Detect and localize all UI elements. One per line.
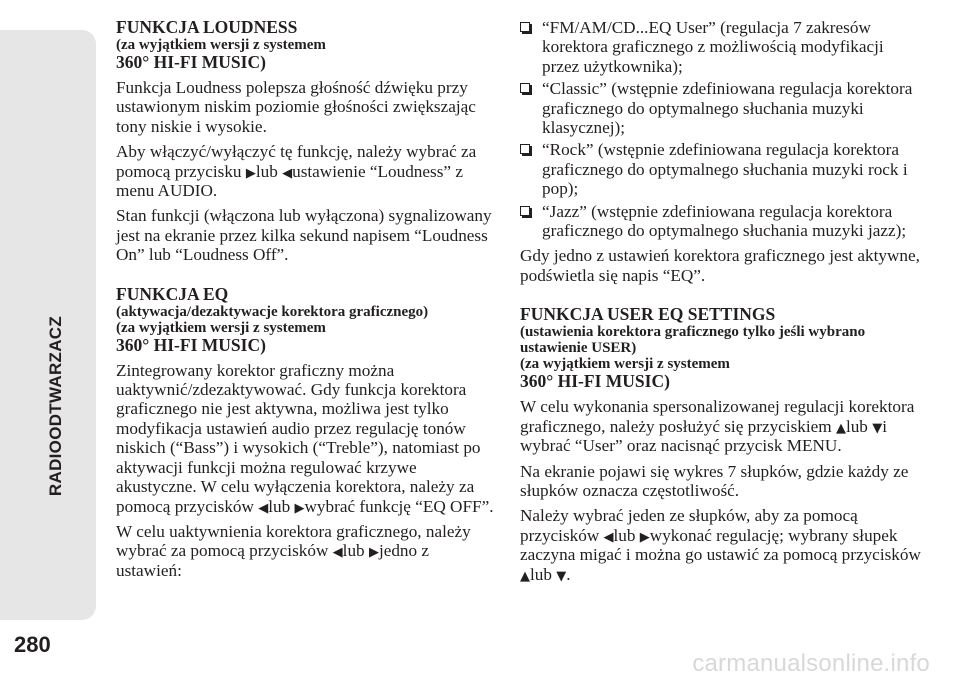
watermark: carmanualsonline.info [692,650,930,677]
left-arrow-icon: ◀ [332,545,343,561]
list-item-text: “Jazz” (wstępnie zdefiniowana regulacja korektora graficznego do optymalnego słuchania muzyki jazz); [542,201,907,241]
eq-p2-text-c: jedno z ustawień: [116,541,430,580]
eq-active-note: Gdy jedno z ustawień korektora graficznego jest aktywne, podświetla się napis “EQ”. [520,246,920,285]
loudness-paragraph-3: Stan funkcji (włączona lub wyłączona) sygnalizowany jest na ekranie przez kilka sekund napisem “Loudness On” lub “Loudness Off”. [116,206,492,265]
loudness-paragraph-1: Funkcja Loudness polepsza głośność dźwięku przy ustawionym niskim poziomie głośności zwiększając tony niskie i wysokie. [116,78,476,136]
eq-p1-text-b: lub [268,496,291,516]
user-eq-section [520,305,922,584]
left-arrow-icon: ◀ [603,529,614,545]
up-arrow-icon: ▲ [835,420,846,436]
list-item-text: “FM/AM/CD...EQ User” (regulacja 7 zakresów korektora graficznego z możliwością modyfikacji przez użytkownika); [542,18,884,76]
eq-subheading-3: 360° HI-FI MUSIC) [116,334,266,355]
eq-subheading: (aktywacja/dezaktywacje korektora graficznego) [116,303,429,320]
right-arrow-icon: ▶ [368,545,379,561]
user-eq-p1-text-c: i wybrać “User” oraz nacisnąć przycisk MENU. [520,416,887,456]
loudness-p2-text-a: Aby włączyć/wyłączyć tę funkcję, należy wybrać za pomocą przycisku [116,142,477,181]
right-arrow-icon: ▶ [294,500,305,516]
user-eq-p3-text-e: . [566,564,571,584]
user-eq-p3-text-b: lub [613,525,636,545]
user-eq-p3-text-c: wykonać regulację; wybrany słupek zaczyna migać i można go ustawić za pomocą przycisków [520,525,921,565]
loudness-heading: FUNKCJA LOUDNESS [116,17,298,37]
eq-section [116,285,498,580]
section-title: RADIOODTWARZACZ [46,315,65,497]
sidebar [0,0,96,686]
section-tab [0,30,96,620]
checkbox-bullet-icon [520,206,530,216]
user-eq-p1-text-b: lub [845,416,868,436]
left-arrow-icon: ◀ [282,165,293,181]
user-eq-p3-text-a: Należy wybrać jeden ze słupków, aby za pomocą przycisków [520,506,858,545]
user-eq-subheading-3: 360° HI-FI MUSIC) [520,371,670,392]
user-eq-paragraph-2: Na ekranie pojawi się wykres 7 słupków, gdzie każdy ze słupków oznacza częstotliwość. [520,461,909,500]
eq-p2-text-a: W celu uaktywnienia korektora graficznego, należy wybrać za pomocą przycisków [116,521,471,561]
left-column [116,18,498,586]
list-item-text: “Classic” (wstępnie zdefiniowana regulacja korektora graficznego do optymalnego słuchania muzyki klasycznej); [542,79,913,138]
user-eq-paragraph-3 [520,506,922,584]
down-arrow-icon: ▼ [872,420,883,436]
checkbox-bullet-icon [520,83,530,93]
eq-p1-text-c: wybrać funkcję “EQ OFF”. [304,496,494,516]
user-eq-heading: FUNKCJA USER EQ SETTINGS [520,304,776,325]
left-arrow-icon: ◀ [258,500,269,516]
user-eq-subheading: (ustawienia korektora graficznego tylko jeśli wybrano ustawienie USER) [520,324,866,357]
user-eq-p1-text-a: W celu wykonania spersonalizowanej regulacji korektora graficznego, należy posłużyć się przyciskiem [520,397,915,436]
right-column [520,18,922,590]
eq-paragraph-1 [116,361,498,516]
eq-heading: FUNKCJA EQ [116,283,229,304]
eq-preset-list [520,18,922,240]
user-eq-paragraph-1 [520,397,922,455]
eq-subheading-2: (za wyjątkiem wersji z systemem [116,319,326,336]
eq-p2-text-b: lub [342,541,365,561]
loudness-section [116,18,498,265]
loudness-subheading-2: 360° HI-FI MUSIC) [116,52,266,72]
eq-p1-text-a: Zintegrowany korektor graficzny można uaktywnić/zdezaktywować. Gdy funkcja korektora graficznego nie jest aktywna, możliwa jest tylko modyfikacja ustawień audio przez regulację tonów niskich (“Bass”) i wysokich (“Treble”), natomiast po aktywacji funkcji można regulować krzywe akustyczne. W celu wyłączenia korektora, należy za pomocą przycisków [116,360,481,516]
loudness-subheading: (za wyjątkiem wersji z systemem [116,37,326,53]
list-item [520,140,922,198]
loudness-paragraph-2 [116,142,498,200]
list-item [520,18,922,76]
right-arrow-icon: ▶ [245,165,256,181]
up-arrow-icon: ▲ [520,568,530,584]
loudness-p2-text-b: lub [255,161,278,181]
eq-paragraph-2 [116,522,498,580]
checkbox-bullet-icon [520,144,530,154]
right-arrow-icon: ▶ [639,529,650,545]
checkbox-bullet-icon [520,22,530,32]
user-eq-subheading-2: (za wyjątkiem wersji z systemem [520,356,730,373]
list-item [520,202,922,241]
list-item-text: “Rock” (wstępnie zdefiniowana regulacja korektora graficznego do optymalnego słuchania muzyki rock i pop); [542,140,908,199]
page-number: 280 [14,632,51,657]
loudness-p2-text-c: ustawienie “Loudness” z menu AUDIO. [116,161,463,201]
user-eq-p3-text-d: lub [530,564,552,584]
list-item [520,79,922,137]
down-arrow-icon: ▼ [556,568,567,584]
